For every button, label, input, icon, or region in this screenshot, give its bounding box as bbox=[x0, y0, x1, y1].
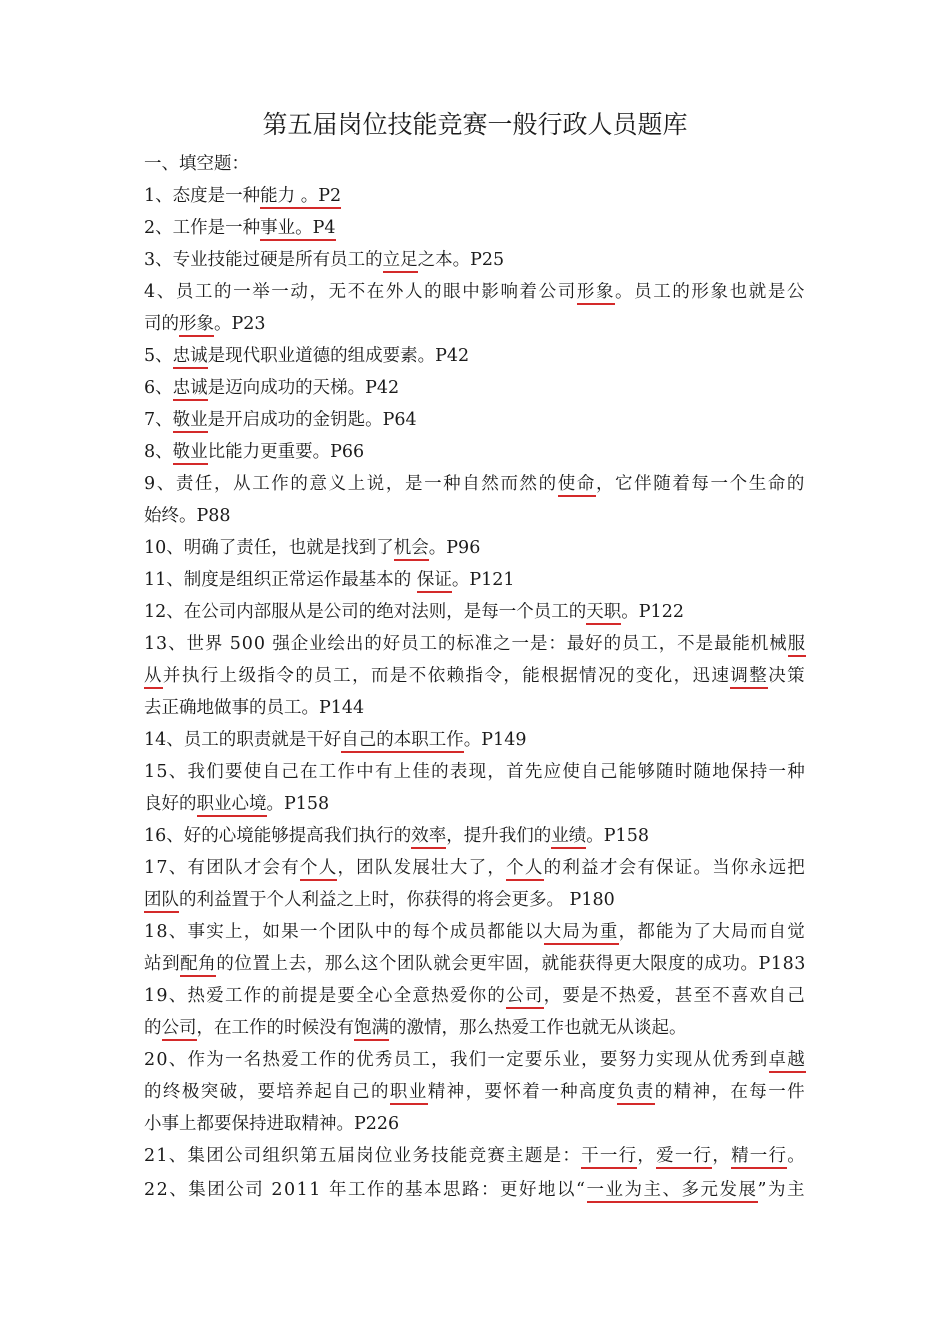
text-line bbox=[144, 568, 515, 592]
text-segment: 5、 bbox=[144, 346, 173, 366]
text-segment: 14、员工的职责就是干好 bbox=[144, 730, 342, 750]
answer-underline: 一业为主、多元发展 bbox=[587, 1180, 758, 1203]
text-line bbox=[144, 984, 806, 1008]
answer-underline: 团队 bbox=[144, 890, 179, 913]
text-line bbox=[144, 1112, 399, 1136]
text-segment: 。P158 bbox=[586, 826, 649, 846]
text-line bbox=[144, 248, 504, 272]
answer-underline: 机会 bbox=[394, 538, 429, 561]
answer-underline: 饱满 bbox=[354, 1018, 389, 1041]
text-segment: ， bbox=[712, 1146, 732, 1166]
text-segment: 7、 bbox=[144, 410, 173, 430]
text-line bbox=[144, 184, 341, 208]
text-line bbox=[144, 312, 266, 336]
text-line bbox=[144, 888, 615, 912]
text-line bbox=[144, 408, 417, 432]
text-line bbox=[144, 1080, 806, 1104]
answer-underline: 服 bbox=[788, 634, 806, 657]
text-segment: 。P96 bbox=[428, 538, 481, 558]
text-segment: ”为主 bbox=[757, 1180, 807, 1200]
answer-underline: 公司 bbox=[162, 1018, 197, 1041]
text-segment: 始终。P88 bbox=[144, 506, 231, 526]
text-segment: 并执行上级指令的员工，而是不依赖指令，能根据情况的变化，迅速 bbox=[162, 666, 731, 686]
text-segment: 13、世界 500 强企业绘出的好员工的标准之一是：最好的员工，不是最能机械 bbox=[144, 634, 788, 654]
text-line bbox=[144, 1048, 806, 1072]
text-segment: 的 bbox=[144, 1018, 162, 1038]
text-segment: 2、工作是一种 bbox=[144, 218, 261, 238]
text-line bbox=[144, 1144, 806, 1168]
answer-underline: 职业 bbox=[390, 1082, 428, 1105]
text-segment: 15、我们要使自己在工作中有上佳的表现，首先应使自己能够随时随地保持一种 bbox=[144, 762, 806, 782]
answer-underline: 形象 bbox=[577, 282, 615, 305]
document-title: 第五届岗位技能竞赛一般行政人员题库 bbox=[262, 110, 688, 139]
text-line bbox=[144, 952, 806, 976]
text-segment: 19、热爱工作的前提是要全心全意热爱你的 bbox=[144, 986, 507, 1006]
text-segment: 8、 bbox=[144, 442, 173, 462]
text-segment: 比能力更重要。P66 bbox=[207, 442, 365, 462]
text-line bbox=[144, 760, 806, 784]
answer-underline: 忠诚 bbox=[173, 346, 208, 369]
text-line bbox=[144, 1178, 806, 1202]
text-line bbox=[144, 280, 806, 304]
text-segment: 小事上都要保持进取精神。P226 bbox=[144, 1114, 400, 1134]
text-segment: 。P122 bbox=[621, 602, 684, 622]
answer-underline: 精一行 bbox=[731, 1146, 787, 1169]
answer-underline: 从 bbox=[144, 666, 163, 689]
text-segment: ，都能为了大局而自觉 bbox=[618, 922, 806, 942]
text-segment: 。P121 bbox=[451, 570, 515, 590]
text-segment: 。P149 bbox=[463, 730, 527, 750]
answer-underline: 使命 bbox=[558, 474, 596, 497]
text-segment: 9、责任，从工作的意义上说，是一种自然而然的 bbox=[144, 474, 558, 494]
answer-underline: 干一行 bbox=[581, 1146, 637, 1169]
text-segment: 之本。P25 bbox=[417, 250, 505, 270]
text-segment: 的利益才会有保证。当你永远把 bbox=[543, 858, 806, 878]
text-segment: 的终极突破，要培养起自己的 bbox=[144, 1082, 390, 1102]
text-line bbox=[144, 632, 806, 656]
answer-underline: 公司 bbox=[506, 986, 543, 1009]
answer-underline: 爱一行 bbox=[656, 1146, 712, 1169]
text-line bbox=[144, 824, 649, 848]
text-segment: 12、在公司内部服从是公司的绝对法则，是每一个员工的 bbox=[144, 602, 587, 622]
text-segment: ，团队发展壮大了， bbox=[337, 858, 507, 878]
answer-underline: 卓越 bbox=[769, 1050, 807, 1073]
text-segment: 的位置上去，那么这个团队就会更牢固，就能获得更大限度的成功。P183 bbox=[216, 954, 807, 974]
answer-underline: 敬业 bbox=[173, 410, 208, 433]
section-heading bbox=[144, 152, 249, 176]
text-line bbox=[144, 600, 684, 624]
text-segment: 。员工的形象也就是公 bbox=[615, 282, 807, 302]
text-segment: 1、态度是一种 bbox=[144, 186, 261, 206]
text-line bbox=[144, 1016, 687, 1040]
text-segment: ，要是不热爱，甚至不喜欢自己 bbox=[543, 986, 806, 1006]
text-segment: 。P158 bbox=[266, 794, 330, 814]
text-line bbox=[144, 216, 336, 240]
text-line bbox=[144, 376, 399, 400]
answer-underline: 敬业 bbox=[173, 442, 208, 465]
text-line bbox=[144, 504, 231, 528]
answer-underline: 负责 bbox=[617, 1082, 655, 1105]
text-segment: 20、作为一名热爱工作的优秀员工，我们一定要乐业，要努力实现从优秀到 bbox=[144, 1050, 769, 1070]
text-segment: 的利益置于个人利益之上时，你获得的将会更多。 P180 bbox=[179, 890, 615, 910]
answer-underline: 自己的本职工作 bbox=[341, 730, 464, 753]
answer-underline: 配角 bbox=[180, 954, 216, 977]
text-line bbox=[144, 856, 806, 880]
text-segment: 决策 bbox=[768, 666, 807, 686]
text-segment: 良好的 bbox=[144, 794, 197, 814]
text-line bbox=[144, 344, 469, 368]
text-segment: ，提升我们的 bbox=[446, 826, 552, 846]
text-segment: 。P23 bbox=[214, 314, 266, 334]
text-line bbox=[144, 920, 806, 944]
answer-underline: 立足 bbox=[383, 250, 418, 273]
text-segment: 是开启成功的金钥匙。P64 bbox=[207, 410, 417, 430]
answer-underline: 忠诚 bbox=[173, 378, 208, 401]
text-segment: ， bbox=[637, 1146, 657, 1166]
text-segment: 的精神，在每一件 bbox=[654, 1082, 807, 1102]
text-segment: ，它伴随着每一个生命的 bbox=[595, 474, 807, 494]
text-segment: 是迈向成功的天梯。P42 bbox=[207, 378, 400, 398]
text-segment: 22、集团公司 2011 年工作的基本思路：更好地以“ bbox=[144, 1180, 587, 1200]
text-line bbox=[144, 536, 480, 560]
answer-underline: 个人 bbox=[300, 858, 337, 881]
text-line bbox=[144, 472, 806, 496]
text-segment: 去正确地做事的员工。P144 bbox=[144, 698, 365, 718]
answer-underline: 职业心境 bbox=[197, 794, 267, 817]
answer-underline: 天职 bbox=[586, 602, 621, 625]
text-segment: 一、填空题： bbox=[144, 154, 249, 174]
text-line bbox=[144, 664, 806, 688]
text-segment: 4、员工的一举一动，无不在外人的眼中影响着公司 bbox=[144, 282, 577, 302]
text-segment: 18、事实上，如果一个团队中的每个成员都能以 bbox=[144, 922, 544, 942]
text-segment: 精神，要怀着一种高度 bbox=[427, 1082, 617, 1102]
answer-underline: 能力 。P2 bbox=[260, 186, 341, 209]
answer-underline: 业绩 bbox=[551, 826, 586, 849]
text-segment: 21、集团公司组织第五届岗位业务技能竞赛主题是： bbox=[144, 1146, 582, 1166]
text-segment: 站到 bbox=[144, 954, 181, 974]
answer-underline: 调整 bbox=[730, 666, 768, 689]
text-segment: 16、好的心境能够提高我们执行的 bbox=[144, 826, 412, 846]
text-segment: 的激情，那么热爱工作也就无从谈起。 bbox=[389, 1018, 687, 1038]
text-segment: 6、 bbox=[144, 378, 173, 398]
text-line bbox=[144, 728, 526, 752]
answer-underline: 个人 bbox=[506, 858, 543, 881]
text-segment: 是现代职业道德的组成要素。P42 bbox=[207, 346, 470, 366]
text-segment: ，在工作的时候没有 bbox=[196, 1018, 354, 1038]
answer-underline: 效率 bbox=[411, 826, 446, 849]
text-segment: 。 bbox=[787, 1146, 807, 1166]
answer-underline: 保证 bbox=[417, 570, 452, 593]
text-line bbox=[144, 792, 329, 816]
answer-underline: 大局为重 bbox=[544, 922, 619, 945]
text-segment: 11、制度是组织正常运作最基本的 bbox=[144, 570, 417, 590]
answer-underline: 形象 bbox=[179, 314, 214, 337]
text-segment: 3、专业技能过硬是所有员工的 bbox=[144, 250, 383, 270]
text-line bbox=[144, 440, 364, 464]
answer-underline: 事业。P4 bbox=[260, 218, 335, 241]
text-segment: 司的 bbox=[144, 314, 179, 334]
text-line bbox=[144, 696, 364, 720]
text-segment: 17、有团队才会有 bbox=[144, 858, 300, 878]
text-segment: 10、明确了责任，也就是找到了 bbox=[144, 538, 394, 558]
